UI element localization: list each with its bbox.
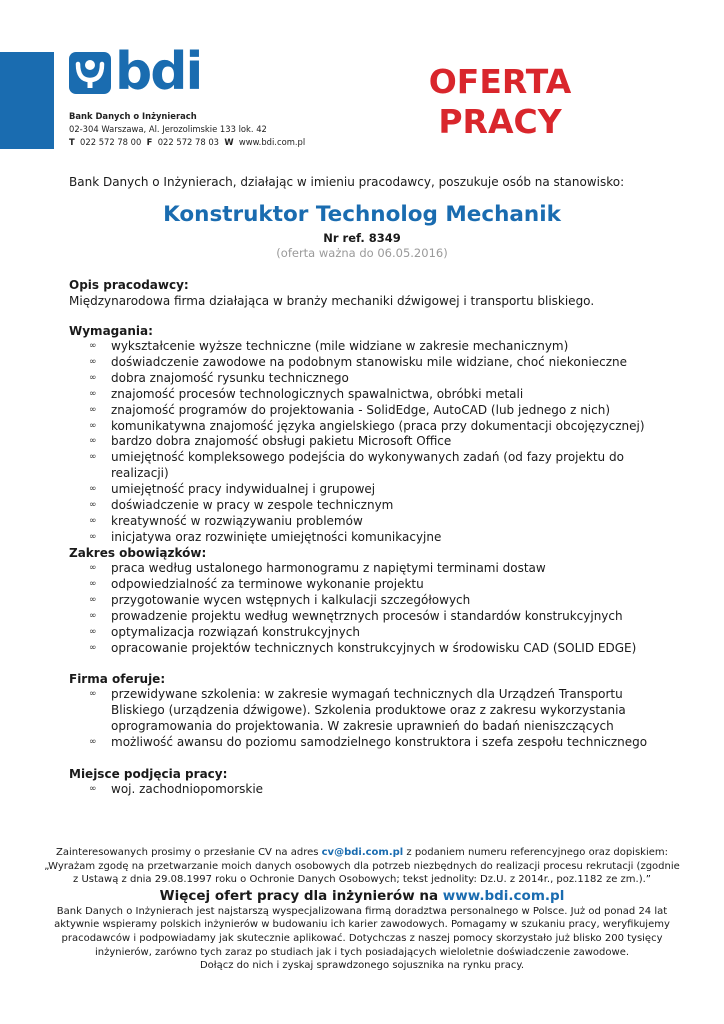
requirements-heading: Wymagania: — [69, 324, 153, 338]
phone-number: 022 572 78 00 — [80, 137, 142, 147]
bullet-icon: ∞ — [89, 341, 97, 351]
list-item — [69, 355, 669, 371]
fax-label: F — [146, 137, 153, 147]
list-item — [69, 577, 669, 593]
company-contacts — [69, 136, 305, 149]
list-item — [69, 371, 669, 387]
apply-text: Zainteresowanych prosimy o przesłanie CV na adres — [55, 847, 322, 858]
list-item-text: inicjatywa oraz rozwinięte umiejętności komunikacyjne — [111, 529, 442, 544]
list-item-text: możliwość awansu do poziomu samodzielnego konstruktora i szefa zespołu technicznego — [111, 734, 648, 749]
offer-title-line1: OFERTA — [428, 62, 572, 101]
list-item-text: umiejętność kompleksowego podejścia do wykonywanych zadań (od fazy projektu do realizacji) — [111, 450, 624, 481]
bullet-icon: ∞ — [89, 436, 97, 447]
offer-title — [410, 62, 590, 142]
list-item — [69, 782, 669, 798]
list-item — [69, 593, 669, 609]
bullet-icon: ∞ — [89, 610, 97, 621]
list-item-text: dobra znajomość rysunku technicznego — [111, 370, 349, 385]
bullet-icon: ∞ — [89, 594, 97, 605]
bullet-icon: ∞ — [89, 356, 97, 367]
bullet-icon: ∞ — [89, 784, 97, 794]
bullet-icon: ∞ — [89, 626, 97, 637]
logo-text: bdi — [115, 42, 202, 102]
bullet-icon: ∞ — [89, 452, 97, 463]
bullet-icon: ∞ — [89, 500, 97, 511]
list-item — [69, 609, 669, 625]
list-item — [69, 482, 669, 498]
employer-section — [69, 277, 669, 309]
cv-email-link[interactable]: cv@bdi.com.pl — [321, 847, 404, 858]
bullet-icon: ∞ — [89, 484, 97, 495]
consent-clause: „Wyrażam zgodę na przetwarzanie moich danych osobowych dla potrzeb niezbędnych do realizacji procesu rekrutacji (zgodnie z Ustawą z dnia 29.08.1997 roku o Ochronie Danych Osobowych; tekst jednolity: Dz.U. z 2014r., poz.1182 ze zm.).” — [44, 860, 680, 886]
offer-heading: Firma oferuje: — [69, 672, 166, 686]
duties-section — [69, 545, 669, 656]
phone-label: T — [69, 137, 75, 147]
list-item — [69, 419, 669, 435]
list-item — [69, 735, 669, 751]
list-item-text: prowadzenie projektu według wewnętrznych procesów i standardów konstrukcyjnych — [111, 608, 623, 623]
bullet-icon: ∞ — [89, 420, 97, 431]
list-item — [69, 387, 669, 403]
list-item-text: znajomość programów do projektowania - SolidEdge, AutoCAD (lub jednego z nich) — [111, 402, 611, 417]
fax-number: 022 572 78 03 — [157, 137, 219, 147]
bullet-icon: ∞ — [89, 689, 97, 699]
offer-title-line2: PRACY — [438, 102, 562, 141]
bullet-icon: ∞ — [89, 642, 97, 653]
list-item — [69, 450, 669, 482]
footer — [40, 846, 684, 973]
list-item — [69, 434, 669, 450]
bullet-icon: ∞ — [89, 372, 97, 383]
list-item-text: przygotowanie wycen wstępnych i kalkulacji szczegółowych — [111, 592, 471, 607]
about-company: Bank Danych o Inżynierach jest najstarszą wyspecjalizowana firmą doradztwa personalnego w Polsce. Już od ponad 24 lat aktywnie wspieramy polskich inżynierów w budowaniu ich karier zawodowych. Pomagamy w szukaniu pracy, weryfikujemy pracodawców i podpowiadamy jak skutecznie aplikować. Dotychczas z naszej pomocy skorzystało już blisko 200 tysięcy inżynierów, zarówno tych zaraz po studiach jak i tych posiadających wieloletnie doświadczenie zawodowe. — [54, 905, 670, 958]
location-list — [69, 782, 669, 798]
brand-side-bar — [0, 52, 54, 149]
list-item-text: praca według ustalonego harmonogramu z napiętymi terminami dostaw — [111, 561, 546, 575]
website-link[interactable]: www.bdi.com.pl — [442, 887, 565, 904]
bullet-icon: ∞ — [89, 515, 97, 526]
list-item-text: optymalizacja rozwiązań konstrukcyjnych — [111, 624, 360, 639]
reference-number: Nr ref. 8349 — [323, 231, 401, 245]
location-heading: Miejsce podjęcia pracy: — [69, 767, 228, 781]
list-item-text: umiejętność pracy indywidualnej i grupowej — [111, 482, 376, 497]
list-item — [69, 514, 669, 530]
list-item-text: znajomość procesów technologicznych spawalnictwa, obróbki metali — [111, 386, 524, 401]
web-label: W — [224, 137, 234, 147]
bullet-icon: ∞ — [89, 578, 97, 589]
apply-instructions — [40, 846, 684, 860]
bullet-icon: ∞ — [89, 531, 97, 542]
company-address: 02-304 Warszawa, Al. Jerozolimskie 133 lok. 42 — [69, 124, 267, 134]
list-item-text: woj. zachodniopomorskie — [111, 782, 264, 796]
join-text: Dołącz do nich i zyskaj sprawdzonego sojusznika na rynku pracy. — [199, 960, 525, 972]
list-item-text: odpowiedzialność za terminowe wykonanie projektu — [111, 576, 424, 591]
requirements-list — [69, 339, 669, 546]
list-item — [69, 403, 669, 419]
logo-mark-icon — [69, 52, 111, 94]
list-item-text: doświadczenie zawodowe na podobnym stanowisku mile widziane, choć niekonieczne — [111, 354, 627, 369]
list-item-text: wykształcenie wyższe techniczne (mile widziane w zakresie mechanicznym) — [111, 339, 569, 353]
employer-heading: Opis pracodawcy: — [69, 278, 189, 292]
offer-validity: (oferta ważna do 06.05.2016) — [276, 246, 448, 260]
company-website[interactable]: www.bdi.com.pl — [238, 137, 306, 147]
list-item-text: komunikatywna znajomość języka angielskiego (praca przy dokumentacji obcojęzycznej) — [111, 418, 645, 433]
list-item — [69, 641, 669, 657]
bullet-icon: ∞ — [89, 563, 97, 573]
duties-list — [69, 561, 669, 656]
bullet-icon: ∞ — [89, 736, 97, 747]
list-item-text: przewidywane szkolenia: w zakresie wymagań technicznych dla Urządzeń Transportu Bliskiego (urządzenia dźwigowe). Szkolenia produktowe oraz z zakresu wykorzystania oprogramowania do projektowania. W zakresie uprawnień do badań nieniszczących — [111, 687, 626, 733]
company-info — [69, 110, 305, 149]
location-section — [69, 766, 669, 798]
list-item-text: doświadczenie w pracy w zespole technicznym — [111, 498, 394, 513]
offer-section — [69, 671, 669, 751]
apply-text-end: z podaniem numeru referencyjnego oraz dopiskiem: — [403, 847, 668, 858]
list-item — [69, 530, 669, 546]
bdi-logo — [69, 42, 202, 102]
list-item — [69, 625, 669, 641]
bullet-icon: ∞ — [89, 388, 97, 399]
list-item — [69, 687, 669, 735]
duties-heading: Zakres obowiązków: — [69, 546, 207, 560]
list-item — [69, 498, 669, 514]
offer-list — [69, 687, 669, 751]
list-item — [69, 339, 669, 355]
list-item-text: opracowanie projektów technicznych konstrukcyjnych w środowisku CAD (SOLID EDGE) — [111, 640, 637, 655]
more-offers-line — [40, 887, 684, 905]
requirements-section — [69, 323, 669, 546]
list-item — [69, 561, 669, 577]
list-item-text: kreatywność w rozwiązywaniu problemów — [111, 513, 363, 528]
bullet-icon: ∞ — [89, 404, 97, 415]
intro-text: Bank Danych o Inżynierach, działając w imieniu pracodawcy, poszukuje osób na stanowisko: — [69, 175, 625, 189]
list-item-text: bardzo dobra znajomość obsługi pakietu Microsoft Office — [111, 434, 452, 449]
employer-description: Międzynarodowa firma działająca w branży mechaniki dźwigowej i transportu bliskiego. — [69, 294, 595, 308]
more-offers-text: Więcej ofert pracy dla inżynierów na — [159, 887, 443, 904]
job-title: Konstruktor Technolog Mechanik — [163, 202, 561, 227]
company-name: Bank Danych o Inżynierach — [69, 111, 197, 121]
